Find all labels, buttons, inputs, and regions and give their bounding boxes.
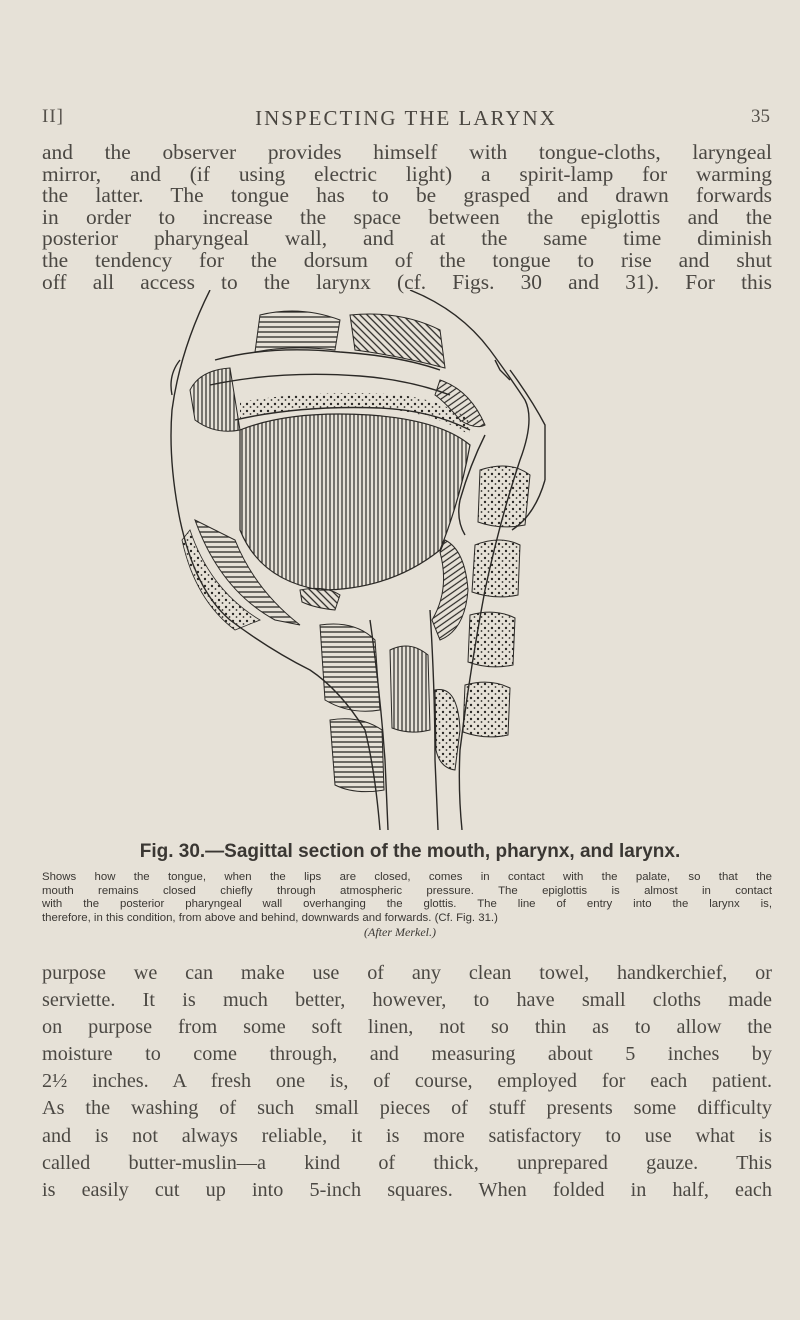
text-line: off all access to the larynx (cf. Figs. 30 and 31). For this (42, 269, 772, 294)
text-line: in order to increase the space between the epiglottis and the (42, 204, 772, 229)
page-number: 35 (751, 106, 770, 127)
caption-line: Shows how the tongue, when the lips are closed, comes in contact with the palate, so that the (42, 871, 772, 883)
text-line: posterior pharyngeal wall, and at the same time diminish (42, 226, 772, 251)
section-marker: II] (42, 106, 64, 127)
text-line: 2½ inches. A fresh one is, of course, employed for each patient. (42, 1070, 772, 1093)
sagittal-section-drawing (140, 290, 640, 830)
figure-caption-body (42, 871, 772, 925)
running-title: INSPECTING THE LARYNX (255, 106, 557, 130)
text-line: As the washing of such small pieces of stuff presents some difficulty (42, 1097, 772, 1120)
anatomical-illustration (140, 290, 640, 830)
running-header (42, 106, 770, 136)
figure-credit: (After Merkel.) (364, 925, 436, 939)
top-paragraph (42, 142, 772, 293)
text-line: moisture to come through, and measuring about 5 inches by (42, 1043, 772, 1066)
bottom-paragraph (42, 960, 772, 1204)
caption-line: therefore, in this condition, from above and behind, downwards and forwards. (Cf. Fig. 31.) (42, 911, 498, 924)
text-line: and is not always reliable, it is more satisfactory to use what is (42, 1124, 772, 1147)
caption-line: mouth remains closed chiefly through atmospheric pressure. The epiglottis is almost in contact (42, 884, 772, 897)
text-line: mirror, and (if using electric light) a spirit-lamp for warming (42, 161, 772, 186)
figure-caption-title: Fig. 30.—Sagittal section of the mouth, pharynx, and larynx. (139, 841, 681, 862)
text-line: serviette. It is much better, however, to have small cloths made (42, 989, 772, 1012)
text-line: on purpose from some soft linen, not so thin as to allow the (42, 1016, 772, 1039)
text-line: the tendency for the dorsum of the tongue to rise and shut (42, 247, 772, 272)
text-line: called butter-muslin—a kind of thick, unprepared gauze. This (42, 1151, 772, 1174)
text-line: the latter. The tongue has to be grasped and drawn forwards (42, 183, 772, 208)
text-line: and the observer provides himself with tongue-cloths, laryngeal (42, 140, 772, 164)
text-line: is easily cut up into 5-inch squares. When folded in half, each (42, 1178, 772, 1201)
text-line: purpose we can make use of any clean towel, handkerchief, or (42, 962, 772, 984)
caption-line: with the posterior pharyngeal wall overhanging the glottis. The line of entry into the larynx is, (42, 898, 772, 910)
